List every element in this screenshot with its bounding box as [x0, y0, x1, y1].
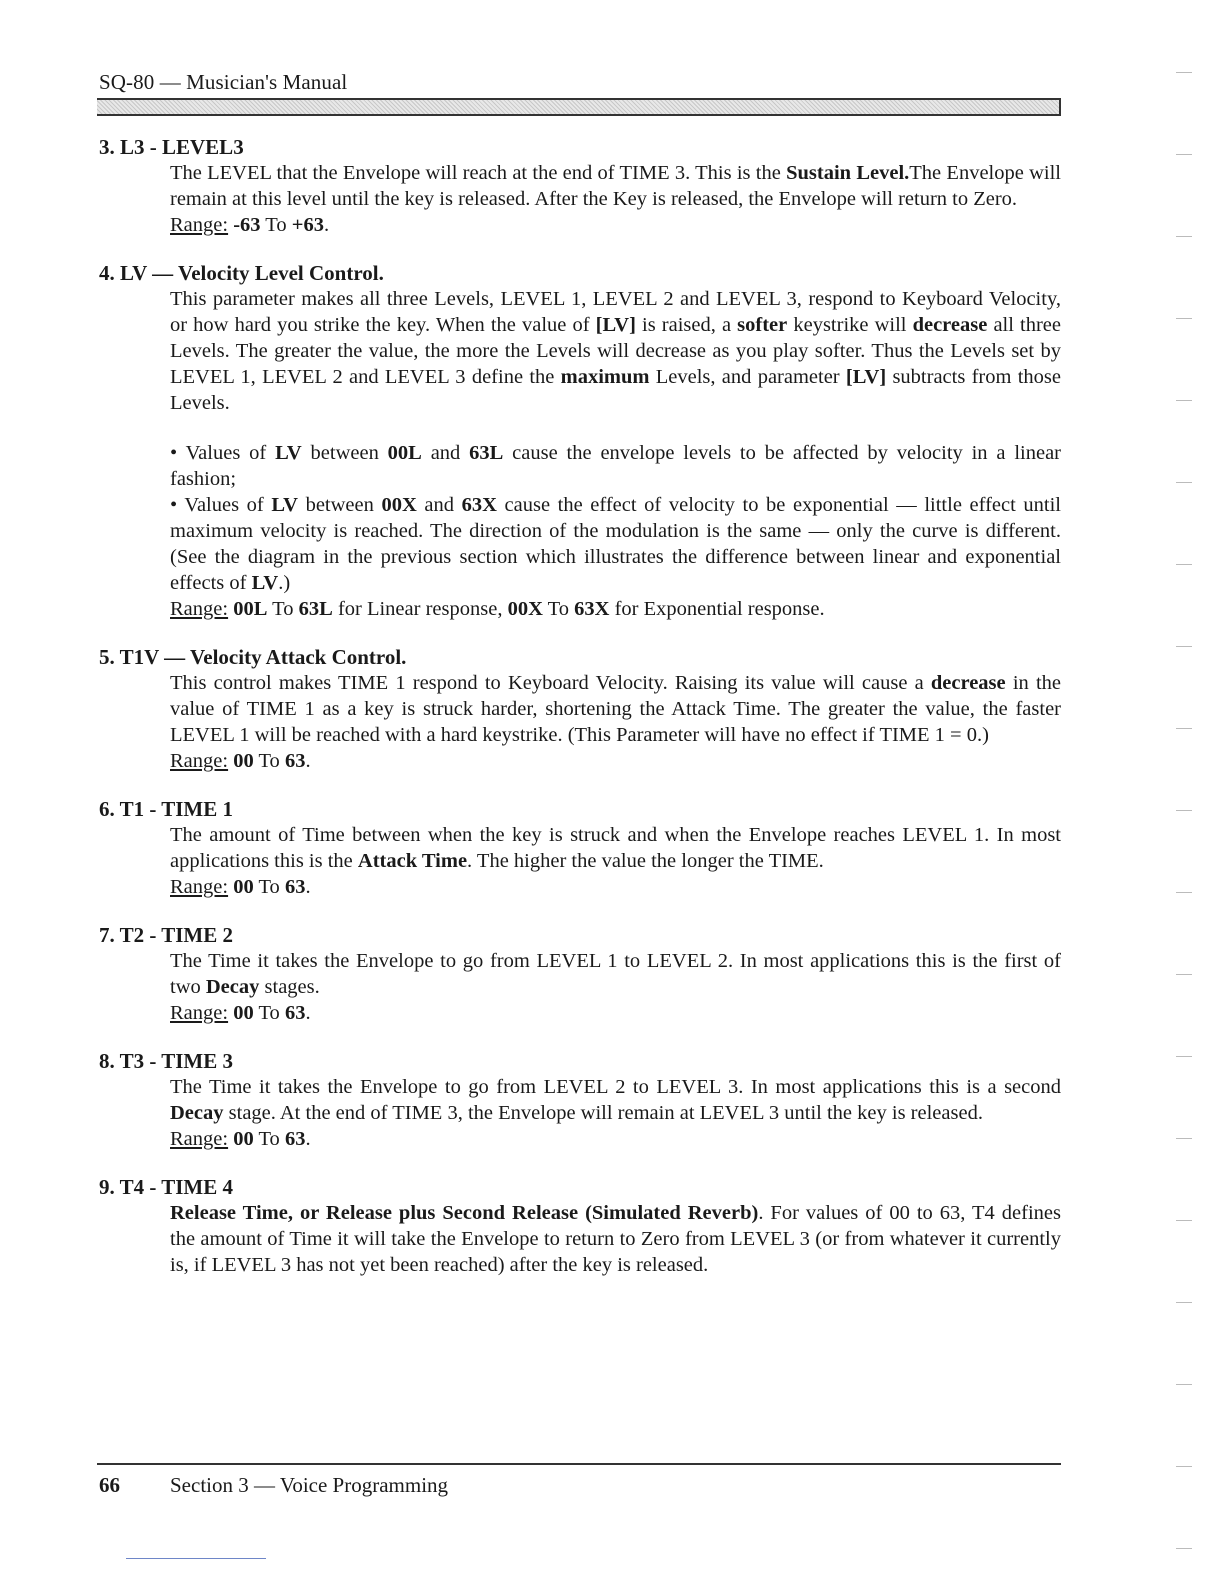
page-number: 66 — [99, 1473, 120, 1497]
paragraph — [170, 440, 1061, 492]
range-line — [170, 1126, 1061, 1152]
parameter-description — [170, 286, 1061, 622]
text-run: and — [416, 494, 462, 516]
paragraph-gap — [170, 416, 1061, 440]
text-run: . For values of 00 to 63, T4 defines the amount of Time it will take the Envelope to return to Zero from LEVEL 3 (or from whatever it currently is, if LEVEL 3 has not yet been reached) after the key is released. — [170, 1202, 1061, 1276]
parameter-description — [170, 1074, 1061, 1152]
margin-tick — [1176, 236, 1192, 237]
margin-tick — [1176, 1466, 1192, 1467]
parameter-heading: 5. T1V — Velocity Attack Control. — [99, 645, 407, 669]
bold-term: Attack Time — [357, 850, 468, 872]
margin-tick — [1176, 1056, 1192, 1057]
bold-term: 63 — [284, 1128, 306, 1150]
parameter-heading: 7. T2 - TIME 2 — [99, 923, 233, 947]
text-run: . — [305, 1002, 311, 1024]
margin-tick — [1176, 400, 1192, 401]
margin-tick — [1176, 1548, 1192, 1549]
text-run: To — [253, 876, 285, 898]
range-line — [170, 596, 1061, 622]
margin-tick — [1176, 72, 1192, 73]
bold-term: Release Time, or Release plus Second Release (Simulated Reverb) — [170, 1202, 759, 1224]
bold-term: Sustain Level. — [786, 162, 910, 184]
text-run: • Values of — [170, 442, 276, 464]
text-run: and — [421, 442, 470, 464]
range-label: Range: — [170, 598, 229, 620]
text-run: The Envelope will remain at this level until the key is released. After the Key is released, the Envelope will return to Zero. — [170, 162, 1061, 210]
text-run: for Exponential response. — [609, 598, 825, 620]
parameter-entry — [99, 1048, 1061, 1152]
paragraph — [170, 948, 1061, 1000]
text-run: cause the envelope levels to be affected by velocity in a linear fashion; — [170, 442, 1061, 490]
parameter-heading: 3. L3 - LEVEL3 — [99, 135, 244, 159]
bold-term: maximum — [560, 366, 650, 388]
parameter-description — [170, 1200, 1061, 1278]
margin-tick — [1176, 154, 1192, 155]
bold-term: 63L — [469, 442, 504, 464]
text-run: • Values of — [170, 494, 272, 516]
paragraph — [170, 1200, 1061, 1278]
parameter-heading: 6. T1 - TIME 1 — [99, 797, 233, 821]
bold-term: [LV] — [845, 366, 887, 388]
bold-term: 63X — [574, 598, 610, 620]
bold-term: 00L — [387, 442, 422, 464]
text-run: is raised, a — [635, 314, 738, 336]
paragraph — [170, 670, 1061, 748]
bold-term: 00X — [381, 494, 417, 516]
text-run: The amount of Time between when the key is struck and when the Envelope reaches LEVEL 1. In most applications this is the — [170, 824, 1061, 872]
parameter-description — [170, 822, 1061, 900]
text-run: . The higher the value the longer the TIME. — [467, 850, 824, 872]
bold-term: [LV] — [595, 314, 636, 336]
margin-tick — [1176, 318, 1192, 319]
margin-tick — [1176, 1138, 1192, 1139]
margin-tick — [1176, 810, 1192, 811]
paragraph — [170, 286, 1061, 416]
bold-term: 00 — [233, 1128, 254, 1150]
margin-tick — [1176, 892, 1192, 893]
bold-term: decrease — [912, 314, 988, 336]
margin-tick — [1176, 564, 1192, 565]
margin-tick — [1176, 728, 1192, 729]
text-run: in the value of TIME 1 as a key is struck harder, shortening the Attack Time. The greater the value, the faster LEVEL 1 will be reached with a hard keystrike. (This Parameter will have no effect if TIME 1 = 0.) — [170, 672, 1061, 746]
range-line — [170, 748, 1061, 774]
margin-tick — [1176, 1384, 1192, 1385]
text-run: between — [301, 442, 388, 464]
bold-term: 00X — [507, 598, 543, 620]
text-run: all three Levels. The greater the value, the more the Levels will decrease as you play softer. Thus the Levels set by LEVEL 1, LEVEL 2 and LEVEL 3 define the — [170, 314, 1061, 388]
text-run: To — [253, 1002, 285, 1024]
text-run: . — [305, 876, 311, 898]
text-run: Levels, and parameter — [649, 366, 846, 388]
parameter-entry — [99, 644, 1061, 774]
text-run: This control makes TIME 1 respond to Keyboard Velocity. Raising its value will cause a — [170, 672, 931, 694]
text-run: stages. — [259, 976, 320, 998]
scan-artifact-line — [126, 1558, 266, 1559]
text-run: To — [253, 750, 285, 772]
text-run: . — [323, 214, 330, 236]
parameter-heading: 9. T4 - TIME 4 — [99, 1175, 233, 1199]
margin-tick — [1176, 482, 1192, 483]
bold-term: decrease — [930, 672, 1006, 694]
text-run: The LEVEL that the Envelope will reach at the end of TIME 3. This is the — [170, 162, 787, 184]
margin-tick — [1176, 1302, 1192, 1303]
page-body — [99, 134, 1061, 1300]
text-run: To — [253, 1128, 285, 1150]
text-run: stage. At the end of TIME 3, the Envelope will remain at LEVEL 3 until the key is released. — [223, 1102, 983, 1124]
bold-term: 63 — [284, 1002, 306, 1024]
text-run: This parameter makes all three Levels, LEVEL 1, LEVEL 2 and LEVEL 3, respond to Keyboard Velocity, or how hard you strike the key. When the value of — [170, 288, 1061, 336]
range-label: Range: — [170, 876, 229, 898]
text-run: . — [305, 750, 311, 772]
bold-term: 00 — [233, 1002, 254, 1024]
margin-tick — [1176, 1220, 1192, 1221]
bold-term: +63 — [291, 214, 324, 236]
bold-term: 00L — [233, 598, 268, 620]
parameter-description — [170, 670, 1061, 774]
parameter-entry — [99, 134, 1061, 238]
bold-term: LV — [271, 494, 298, 516]
range-label: Range: — [170, 1002, 229, 1024]
text-run: To — [260, 214, 292, 236]
text-run: cause the effect of velocity to be exponential — little effect until maximum velocity is reached. The direction of the modulation is the same — only the curve is different. (See the diagram in the previous section which illustrates the difference between linear and exponential effects of — [170, 494, 1061, 594]
paragraph — [170, 492, 1061, 596]
bold-term: -63 — [233, 214, 261, 236]
range-line — [170, 1000, 1061, 1026]
parameter-entry — [99, 260, 1061, 622]
running-head: SQ-80 — Musician's Manual — [99, 70, 348, 94]
paragraph — [170, 160, 1061, 212]
text-run: between — [297, 494, 382, 516]
parameter-description — [170, 948, 1061, 1026]
bold-term: LV — [251, 572, 279, 594]
bold-term: LV — [275, 442, 302, 464]
bold-term: 63 — [284, 750, 306, 772]
range-label: Range: — [170, 750, 229, 772]
parameter-heading: 8. T3 - TIME 3 — [99, 1049, 233, 1073]
paragraph — [170, 822, 1061, 874]
range-label: Range: — [170, 214, 229, 236]
range-line — [170, 212, 1061, 238]
text-run: The Time it takes the Envelope to go from LEVEL 1 to LEVEL 2. In most applications this is the first of two — [170, 950, 1061, 998]
text-run: keystrike will — [787, 314, 913, 336]
margin-tick — [1176, 646, 1192, 647]
bold-term: 63 — [284, 876, 306, 898]
text-run: The Time it takes the Envelope to go from LEVEL 2 to LEVEL 3. In most applications this is a second — [170, 1076, 1061, 1098]
parameter-heading: 4. LV — Velocity Level Control. — [99, 261, 384, 285]
bold-term: Decay — [205, 976, 260, 998]
bold-term: Decay — [170, 1102, 224, 1124]
text-run: To — [542, 598, 575, 620]
margin-tick — [1176, 974, 1192, 975]
parameter-entry — [99, 1174, 1061, 1278]
range-label: Range: — [170, 1128, 229, 1150]
footer-section-title: Section 3 — Voice Programming — [170, 1473, 449, 1497]
text-run: .) — [278, 572, 291, 594]
bold-term: 00 — [233, 750, 254, 772]
header-bar — [97, 98, 1061, 116]
text-run: for Linear response, — [332, 598, 508, 620]
footer-rule — [97, 1463, 1061, 1465]
bold-term: 63L — [298, 598, 333, 620]
paragraph — [170, 1074, 1061, 1126]
bold-term: 63X — [461, 494, 497, 516]
bold-term: softer — [737, 314, 788, 336]
bold-term: 00 — [233, 876, 254, 898]
parameter-entry — [99, 796, 1061, 900]
parameter-description — [170, 160, 1061, 238]
range-line — [170, 874, 1061, 900]
parameter-entry — [99, 922, 1061, 1026]
text-run: To — [267, 598, 299, 620]
scan-margin-marks — [1176, 0, 1196, 1584]
text-run: . — [305, 1128, 311, 1150]
text-run: subtracts from those Levels. — [170, 366, 1062, 414]
